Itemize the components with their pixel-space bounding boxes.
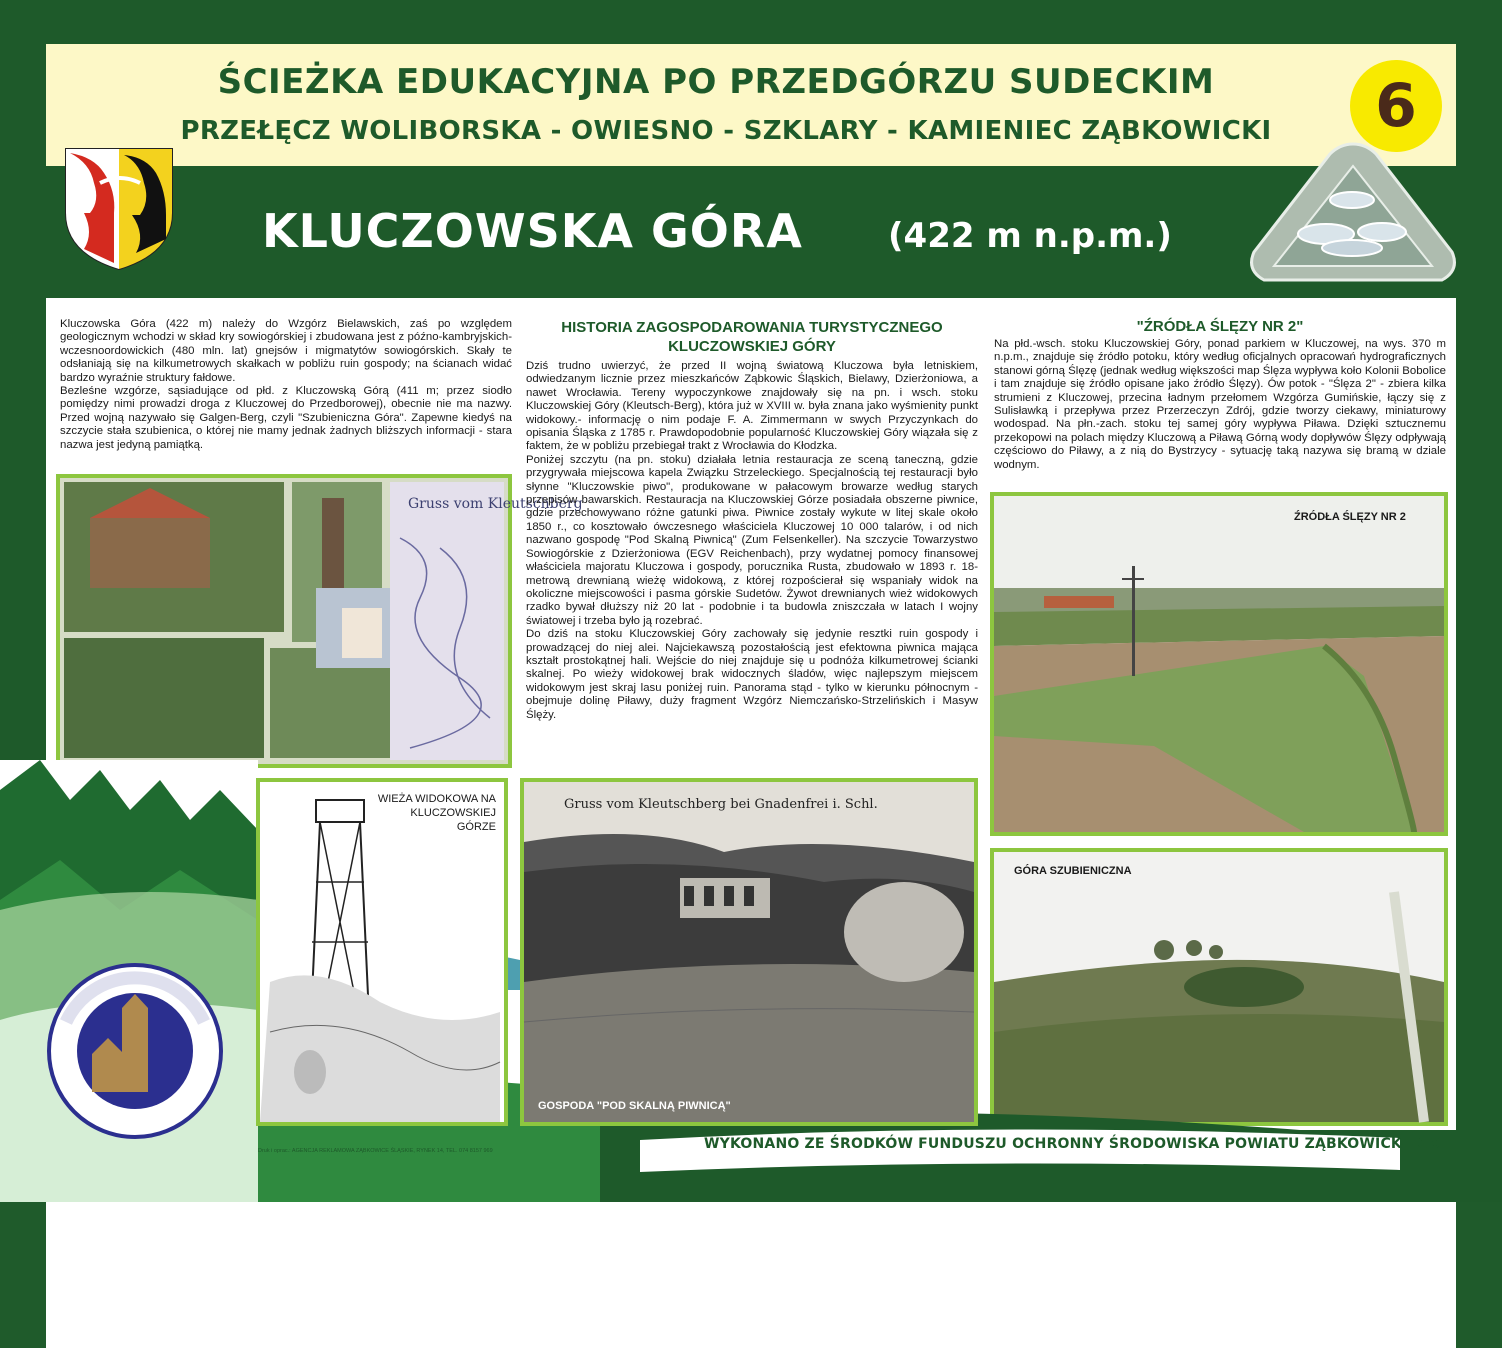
tower-caption: WIEŻA WIDOKOWA NA KLUCZOWSKIEJ GÓRZE — [377, 793, 496, 833]
trail-title: ŚCIEŻKA EDUKACYJNA PO PRZEDGÓRZU SUDECKIM — [217, 62, 1215, 102]
printer-note: Druk i oprac.: AGENCJA REKLAMOWA ZĄBKOWICE ŚLĄSKIE, RYNEK 14, TEL. 074 8157 969 — [258, 1148, 493, 1154]
coat-of-arms-icon — [60, 143, 178, 273]
inn-caption: GOSPODA "POD SKALNĄ PIWNICĄ" — [538, 1100, 731, 1112]
history-paragraph: Do dziś na stoku Kluczowskiej Góry zachowały się jedynie resztki ruin gospody i prowadzącej do niej alei. Najciekawszą pozostałością jest efektowna piwnica mająca kształt prostokątnej hali. Wejście do niej znajduje się u podnóża kilkumetrowej ścianki skalnej. Po wieży widokowej brak widocznych śladów, więc najlepszym miejscem widokowym jest skraj lasu poniżej ruin. Panorama stąd - tylko w kierunku północnym - obejmuje dolinę Piławy, duży fragment Wzgórz Niemczańsko-Strzelińskich i Masyw Ślęży. — [526, 628, 978, 721]
peak-height: (422 m n.p.m.) — [888, 216, 1172, 256]
lot-badge-icon — [46, 962, 224, 1140]
peak-name: KLUCZOWSKA GÓRA — [262, 204, 803, 258]
funding-note: WYKONANO ZE ŚRODKÓW FUNDUSZU OCHRONNY ŚRODOWISKA POWIATU ZĄBKOWICKIEGO — [704, 1136, 1441, 1152]
stage-number-badge: 6 — [1350, 60, 1442, 152]
gallows-hill-caption: GÓRA SZUBIENICZNA — [1014, 865, 1132, 877]
history-paragraph: Poniżej szczytu (na pn. stoku) działała letnia restauracja ze sceną taneczną, gdzie przygrywała miejscowa kapela Związku Strzeleckiego. Specjalnością tej restauracji było słynne "Kluczowskie piwo", produkowane w pałacowym browarze według starych przepisów bawarskich. Restauracja na Kluczowskiej Górze posiadała obszerne piwnice, gdzie przechowywano różne gatunki piwa. Piwnice zostały wykute w litej skale około 1850 r., co kosztowało ówczesnego właściciela Kluczowej 10 000 talarów, i od nich nazwano gospodę "Pod Skalną Piwnicą" (Zum Felsenkeller). Na szczycie Towarzystwo Sowiogórskie z Dzierżoniowa (EGV Reichenbach), przy wydatnej pomocy finansowej właściciela majoratu Kluczowa i gospody, porucznika Rusta, zbudowało w 1893 r. 18-metrową drewnianą wieżę widokową, z której rozpościerał się wspaniały widok na okoliczne miejscowości i pasma górskie Sudetów. Żywot drewnianych wież widokowych rzadko bywał dłuższy niż 20 lat - podobnie i ta budowla zniszczała w latach I wojny światowej i trzeba było ją rozebrać. — [526, 453, 978, 627]
intro-paragraph: Kluczowska Góra (422 m) należy do Wzgórz Bielawskich, zaś po względem geologicznym wchodzi w skład kry sowiogórskiej i zbudowana jest z późno-kambryjskich-wczesnoordowickich (480 mln. lat) gnejsów i migmatytów sowiogórskich. Skały te odsłaniają się na kilkumetrowych skałkach w pobliżu ruin gospody; na ścianach widać bardzo wyraźnie struktury fałdowe. — [60, 318, 512, 384]
header-band — [46, 44, 1456, 166]
guide-club-logo-icon — [1246, 140, 1460, 290]
springs-caption: ŹRÓDŁA ŚLĘZY NR 2 — [1294, 511, 1406, 523]
postcard-collage-photo — [56, 474, 583, 768]
inn-postcard-illustration — [524, 782, 974, 1122]
springs-title: "ŹRÓDŁA ŚLĘZY NR 2" — [1136, 318, 1304, 335]
postcard-collage-illustration — [60, 478, 583, 764]
intro-paragraph: Bezleśne wzgórze, sąsiadujące od płd. z Kluczowską Górą (411 m; przez siodło pomiędzy nimi prowadzi droga z Kluczowej do Przedborowej), obecnie nie ma nazwy. Przed wojną nazywało się Galgen-Berg, czyli "Szubieniczna Góra". Zapewne kiedyś na szczycie stała szubienica, o której nie mamy jednak żadnych bliższych informacji - stara nazwa jest jedyną pamiątką. — [60, 385, 512, 451]
inn-postcard-text: Gruss vom Kleutschberg bei Gnadenfrei i. Schl. — [564, 797, 878, 812]
tower-drawing-photo — [256, 778, 508, 1126]
history-text — [526, 360, 978, 722]
trail-route: PRZEŁĘCZ WOLIBORSKA - OWIESNO - SZKLARY - KAMIENIEC ZĄBKOWICKI — [180, 116, 1272, 146]
history-title: HISTORIA ZAGOSPODAROWANIA TURYSTYCZNEGO KLUCZOWSKIEJ GÓRY — [561, 319, 943, 355]
inn-photo — [520, 778, 978, 1126]
intro-text — [60, 318, 512, 452]
history-paragraph: Dziś trudno uwierzyć, że przed II wojną światową Kluczowa była letniskiem, odwiedzanym licznie przez mieszkańców Ząbkowic Śląskich, Bielawy, Dzierżoniowa, a nawet Wrocławia. Tereny wypoczynkowe znajdowały się na pn. i wsch. stoku Kluczowskiej Góry (Kleutsch-Berg), która już w XVIII w. była znana jako wyśmienity punkt widokowy.- informację o nim podaje F. A. Zimmermann w swych Przyczynkach do opisania Śląska z 1785 r. Prawdopodobnie popularność Kluczowskiej Góry wiązała się z faktem, że w pobliżu przebiegał trakt z Wrocławia do Kłodzka. — [526, 360, 978, 453]
springs-paragraph: Na płd.-wsch. stoku Kluczowskiej Góry, ponad parkiem w Kluczowej, na wys. 370 m n.p.m., znajduje się źródło potoku, który według oficjalnych opracowań hydrograficznych stanowi górną Ślęzę (jednak według większości map Ślęza wypływa koło Kolonii Bobolice i tam znajduje się źródło opisane jako źródło Ślęzy). Ów potok - "Ślęza 2" - zbiera kilka strumieni z Kluczowej, przecina ładnym przełomem Wzgórza Gumińskie, łączy się z Sulisławką i przepływa przez Przerzeczyn Zdrój, gdzie tworzy ciekawy, miniaturowy wodospad. Na płn.-zach. stoku tej samej góry wypływa Piława. Dzięki sztucznemu przekopowi na polach między Kluczową a Piławą Górną wody dopływów Ślęzy odpływają częściowo do Piławy, a z nią do Bystrzycy - sytuację taką nazywa się bramą w dziale wodnym. — [994, 338, 1446, 471]
postcard-greeting: Gruss vom Kleutschberg — [408, 496, 583, 512]
springs-text — [994, 338, 1446, 472]
